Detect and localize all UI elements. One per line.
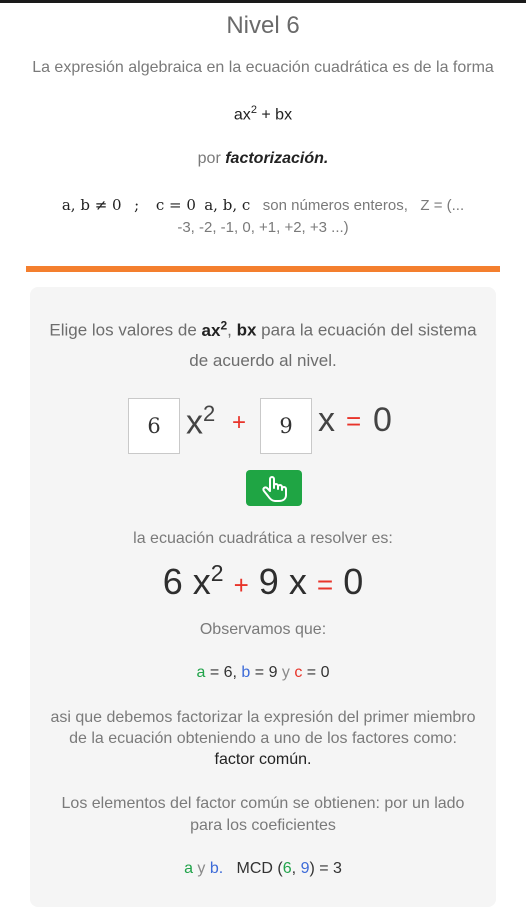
- cond-z-values: -3, -2, -1, 0, +1, +2, +3 ...): [177, 219, 349, 236]
- eq-x1: x: [186, 403, 203, 442]
- coefficient-values: [0, 664, 526, 682]
- instr-ax-base: ax: [201, 320, 221, 340]
- val-b-eq: = 9: [250, 664, 278, 681]
- coefficient-a-input[interactable]: 6: [128, 398, 180, 454]
- cond-abc: a, b, c: [204, 196, 251, 214]
- cond-text: son números enteros,: [262, 197, 408, 214]
- cond-ab: a, b ≠ 0: [61, 196, 122, 214]
- val-a-label: a: [196, 664, 206, 681]
- common-factor-explanation: Los elementos del factor común se obtienen: por un lado para los coeficientes: [61, 795, 465, 834]
- section-divider: [26, 266, 500, 272]
- x-squared-term: [186, 401, 215, 442]
- plus-sign: +: [232, 409, 247, 436]
- big-a: 6: [162, 561, 183, 602]
- mcd-v1: 6: [282, 860, 292, 877]
- form-rest: + bx: [256, 106, 293, 124]
- big-equals: =: [316, 569, 334, 600]
- form-base: ax: [233, 106, 251, 124]
- factor-explanation: [50, 707, 476, 770]
- big-x1: x: [192, 561, 211, 602]
- mcd-v2: 9: [300, 860, 310, 877]
- big-plus: +: [233, 570, 249, 600]
- top-border: [0, 0, 526, 3]
- eq-exp: 2: [203, 401, 216, 426]
- mcd-y: y: [192, 860, 210, 877]
- instr-ax: [201, 318, 228, 340]
- method-name: factorización.: [225, 150, 329, 167]
- gcd-line: [0, 860, 526, 878]
- conditions: [20, 194, 506, 239]
- mcd-a: a: [184, 860, 193, 877]
- mcd-comma: ,: [291, 860, 301, 877]
- equation-builder: [0, 397, 526, 457]
- form-exp: 2: [250, 104, 257, 116]
- general-form: [0, 104, 526, 124]
- level-title: Nivel 6: [226, 12, 300, 39]
- val-c-label: c: [294, 664, 303, 681]
- card-instruction: [40, 310, 486, 376]
- val-a-eq: = 6,: [205, 664, 242, 681]
- hand-pointer-icon: [246, 470, 302, 506]
- submit-button[interactable]: [246, 470, 302, 506]
- big-zero: 0: [343, 561, 364, 602]
- val-y: y: [277, 664, 295, 681]
- zero-rhs: 0: [373, 401, 392, 439]
- instr-post: para la ecuación del sistema de acuerdo al nivel.: [189, 320, 477, 370]
- resolve-text: la ecuación cuadrática a resolver es:: [133, 530, 393, 547]
- x-term: x: [318, 401, 335, 439]
- instr-pre: Elige los valores de: [49, 320, 202, 340]
- para1-text: asi que debemos factorizar la expresión del primer miembro de la ecuación obteniendo a uno de los factores como:: [50, 709, 476, 747]
- mcd-label: MCD (: [236, 860, 283, 877]
- val-c-eq: = 0: [302, 664, 330, 681]
- method-prefix: por: [197, 150, 226, 167]
- method-line: [0, 150, 526, 168]
- observe-text: Observamos que:: [199, 621, 327, 638]
- big-exp: 2: [210, 560, 224, 586]
- instr-ax-exp: 2: [220, 318, 228, 332]
- para1-emphasis: factor común.: [214, 751, 312, 768]
- instr-sep: ,: [227, 320, 237, 340]
- cond-c: c = 0: [155, 196, 196, 214]
- instr-bx: bx: [236, 320, 257, 340]
- val-b-label: b: [241, 664, 251, 681]
- resulting-equation: [0, 560, 526, 603]
- cond-sep: ;: [134, 196, 140, 214]
- coefficient-b-input[interactable]: 9: [260, 398, 312, 454]
- equals-sign: =: [346, 406, 362, 436]
- big-b: 9: [258, 561, 279, 602]
- mcd-result: ) = 3: [309, 860, 342, 877]
- big-x2: x: [288, 561, 307, 602]
- intro-text: La expresión algebraica en la ecuación cuadrática es de la forma: [32, 59, 494, 76]
- cond-z: Z = (...: [420, 197, 465, 214]
- mcd-b: b.: [209, 860, 224, 877]
